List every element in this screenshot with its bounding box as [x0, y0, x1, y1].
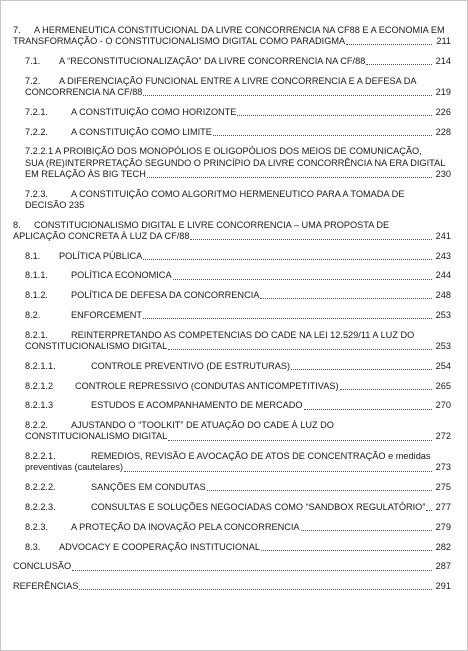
dot-leader — [260, 298, 432, 299]
toc-entry-page: 265 — [435, 380, 451, 391]
dot-leader — [237, 115, 432, 116]
toc-entry-page: 253 — [435, 309, 451, 320]
toc-entry-page: 275 — [435, 482, 451, 493]
toc-entry-title: DECISÃO 235 — [25, 199, 85, 210]
dot-leader — [168, 440, 432, 441]
toc-entry-title: ESTUDOS E ACOMPANHAMENTO DE MERCADO — [91, 400, 303, 411]
toc-entry[interactable] — [13, 127, 451, 138]
toc-entry-title: POLÍTICA DE DEFESA DA CONCORRENCIA — [71, 290, 260, 301]
dot-leader — [291, 369, 432, 370]
dot-leader — [340, 389, 432, 390]
table-of-contents — [13, 25, 451, 601]
toc-entry[interactable] — [13, 400, 451, 411]
toc-entry-title: CONTROLE PREVENTIVO (DE ESTRUTURAS) — [91, 360, 291, 371]
toc-entry[interactable] — [13, 310, 451, 321]
dot-leader — [124, 471, 432, 472]
toc-entry-title-line: REMEDIOS, REVISÃO E AVOCAÇÃO DE ATOS DE CONCENTRAÇÃO e medidas — [91, 451, 431, 462]
dot-leader — [143, 259, 432, 260]
toc-entry[interactable] — [13, 25, 451, 47]
toc-entry-title: EM RELAÇÃO ÀS BIG TECH — [25, 168, 146, 179]
dot-leader — [207, 490, 432, 491]
toc-entry-page: 248 — [435, 290, 451, 301]
dot-leader — [190, 239, 432, 240]
dot-leader — [346, 44, 432, 45]
toc-entry-number: 7. — [13, 25, 21, 35]
toc-entry[interactable] — [13, 361, 451, 372]
dot-leader — [168, 349, 432, 350]
dot-leader — [147, 177, 432, 178]
toc-entry-title: POLÍTICA ECONOMICA — [71, 270, 172, 281]
toc-entry-page: 211 — [436, 36, 451, 47]
toc-entry[interactable] — [13, 381, 451, 392]
toc-entry[interactable] — [13, 451, 451, 473]
toc-entry-page: 228 — [435, 126, 451, 137]
toc-entry-number: 7.2.1. — [25, 106, 48, 117]
toc-entry-title: A CONSTITUIÇÃO COMO LIMITE — [71, 126, 212, 137]
toc-entry-title: CONCLUSÃO — [13, 561, 72, 572]
toc-entry[interactable] — [13, 251, 451, 262]
toc-entry-page: 241 — [435, 230, 451, 241]
toc-entry-title-line: REINTERPRETANDO AS COMPETENCIAS DO CADE NA LEI 12.529/11 A LUZ DO — [71, 329, 415, 340]
toc-entry[interactable] — [13, 561, 451, 572]
toc-entry-page: 279 — [435, 521, 451, 532]
dot-leader — [261, 550, 432, 551]
toc-entry-number: 8.2.2.1. — [25, 451, 56, 462]
toc-entry-page: 230 — [435, 168, 451, 179]
dot-leader — [143, 318, 432, 319]
toc-entry[interactable] — [13, 76, 451, 98]
toc-entry[interactable] — [13, 581, 451, 592]
toc-entry-page: 272 — [435, 431, 451, 442]
toc-entry-number: 7.2.3. — [25, 188, 48, 199]
toc-entry-title: A “RECONSTITUCIONALIZAÇÃO” DA LIVRE CONCORRENCIA NA CF/88 — [59, 56, 366, 66]
toc-entry-number: 8.2.1.3 — [25, 400, 54, 411]
dot-leader — [143, 95, 432, 96]
toc-entry-page: 226 — [435, 106, 451, 117]
toc-entry-title-line: SUA (RE)INTERPRETAÇÃO SEGUNDO O PRINCÍPIO DA LIVRE CONCORRÊNCIA NA ERA DIGITAL — [25, 157, 446, 168]
toc-entry-page: 277 — [435, 501, 451, 512]
toc-entry-page: 287 — [435, 561, 451, 572]
toc-entry[interactable] — [13, 107, 451, 118]
toc-entry-number: 8.1.2. — [25, 290, 48, 301]
dot-leader — [301, 530, 432, 531]
toc-entry-title: ADVOCACY E COOPERAÇÃO INSTITUCIONAL — [59, 541, 260, 552]
toc-entry-title: SANÇÕES EM CONDUTAS — [91, 482, 206, 493]
toc-entry-title-line: AJUSTANDO O “TOOLKIT” DE ATUAÇÃO DO CADE À LUZ DO — [71, 420, 334, 431]
toc-entry-number: 8.2. — [25, 309, 41, 320]
toc-entry[interactable] — [13, 330, 451, 352]
toc-entry-page: 273 — [435, 462, 451, 473]
dot-leader — [72, 570, 432, 571]
toc-entry-number: 7.1. — [25, 56, 41, 66]
toc-entry-page: 291 — [435, 581, 451, 592]
toc-entry-number: 8. — [13, 219, 21, 230]
toc-entry-page: 243 — [435, 250, 451, 261]
toc-entry-number: 8.2.1.1. — [25, 360, 56, 371]
toc-entry-page: 244 — [435, 270, 451, 281]
toc-entry-title: A CONSTITUIÇÃO COMO HORIZONTE — [71, 106, 237, 117]
toc-entry-number: 7.2.2. — [25, 126, 48, 137]
toc-entry-page: 253 — [435, 340, 451, 351]
toc-entry-page: 219 — [435, 87, 451, 97]
toc-entry-title: CONTROLE REPRESSIVO (CONDUTAS ANTICOMPETITIVAS) — [75, 380, 339, 391]
toc-entry-title: CONSTITUCIONALISMO DIGITAL — [25, 340, 168, 351]
dot-leader — [79, 589, 432, 590]
toc-entry-title-line: CONSTITUCIONALISMO DIGITAL E LIVRE CONCORRENCIA – UMA PROPOSTA DE — [34, 219, 390, 230]
toc-entry-title: CONSULTAS E SOLUÇÕES NEGOCIADAS COMO “SANDBOX REGULATÓRIO” — [91, 501, 426, 512]
toc-entry-number: 8.1.1. — [25, 270, 48, 281]
toc-entry-title: POLÍTICA PÚBLICA — [59, 250, 143, 261]
toc-entry[interactable] — [13, 56, 451, 67]
toc-entry-title: preventivas (cautelares) — [25, 462, 124, 473]
toc-entry-title: TRANSFORMAÇÃO - O CONSTITUCIONALISMO DIGITAL COMO PARADIGMA — [13, 36, 346, 47]
toc-entry-title: CONCORRENCIA NA CF/88 — [25, 87, 143, 97]
toc-entry-title-line: A CONSTITUIÇÃO COMO ALGORITMO HERMENEUTICO PARA A TOMADA DE — [71, 188, 405, 199]
toc-entry-page: 282 — [435, 541, 451, 552]
toc-entry[interactable] — [13, 420, 451, 442]
toc-entry[interactable] — [13, 542, 451, 553]
toc-entry-number: 8.2.3. — [25, 521, 48, 532]
toc-entry[interactable] — [13, 290, 451, 301]
toc-entry-number: 8.3. — [25, 541, 41, 552]
toc-entry-title: REFERÊNCIAS — [13, 581, 79, 592]
toc-entry-number: 8.2.1. — [25, 329, 48, 340]
toc-entry-title: ENFORCEMENT — [71, 309, 142, 320]
toc-entry-title: A PROTEÇÃO DA INOVAÇÃO PELA CONCORRENCIA — [71, 521, 300, 532]
toc-entry-number: 8.2.2.2. — [25, 482, 56, 493]
toc-entry-title-line: A HERMENEUTICA CONSTITUCIONAL DA LIVRE CONCORRENCIA NA CF88 E A ECONOMIA EM — [34, 25, 445, 35]
dot-leader — [173, 279, 432, 280]
toc-entry[interactable] — [13, 189, 451, 211]
dot-leader — [304, 409, 432, 410]
toc-entry[interactable] — [13, 502, 451, 513]
toc-entry-number: 8.2.1.2 — [25, 380, 54, 391]
toc-entry[interactable] — [13, 146, 451, 180]
toc-entry-page: 254 — [435, 360, 451, 371]
toc-entry-title: APLICAÇÃO CONCRETA À LUZ DA CF/88 — [13, 230, 190, 241]
toc-entry[interactable] — [13, 270, 451, 281]
toc-entry-number: 8.2.2.3. — [25, 501, 56, 512]
dot-leader — [426, 510, 432, 511]
toc-entry-number: 7.2. — [25, 75, 41, 86]
toc-entry-title-line: A DIFERENCIAÇÃO FUNCIONAL ENTRE A LIVRE CONCORRENCIA E A DEFESA DA — [59, 75, 417, 86]
toc-entry-number: 8.2.2. — [25, 420, 48, 431]
toc-entry-title: CONSTITUCIONALISMO DIGITAL — [25, 431, 168, 442]
toc-entry-number: 8.1. — [25, 250, 41, 261]
toc-entry-page: 214 — [435, 56, 451, 66]
dot-leader — [213, 135, 432, 136]
toc-entry-title-line: 7.2.2.1 A PROIBIÇÃO DOS MONOPÓLIOS E OLIGOPÓLIOS DOS MEIOS DE COMUNICAÇÃO, — [25, 146, 422, 157]
toc-entry[interactable] — [13, 220, 451, 242]
toc-entry[interactable] — [13, 482, 451, 493]
dot-leader — [366, 64, 432, 65]
toc-entry-page: 270 — [435, 400, 451, 411]
toc-entry[interactable] — [13, 522, 451, 533]
